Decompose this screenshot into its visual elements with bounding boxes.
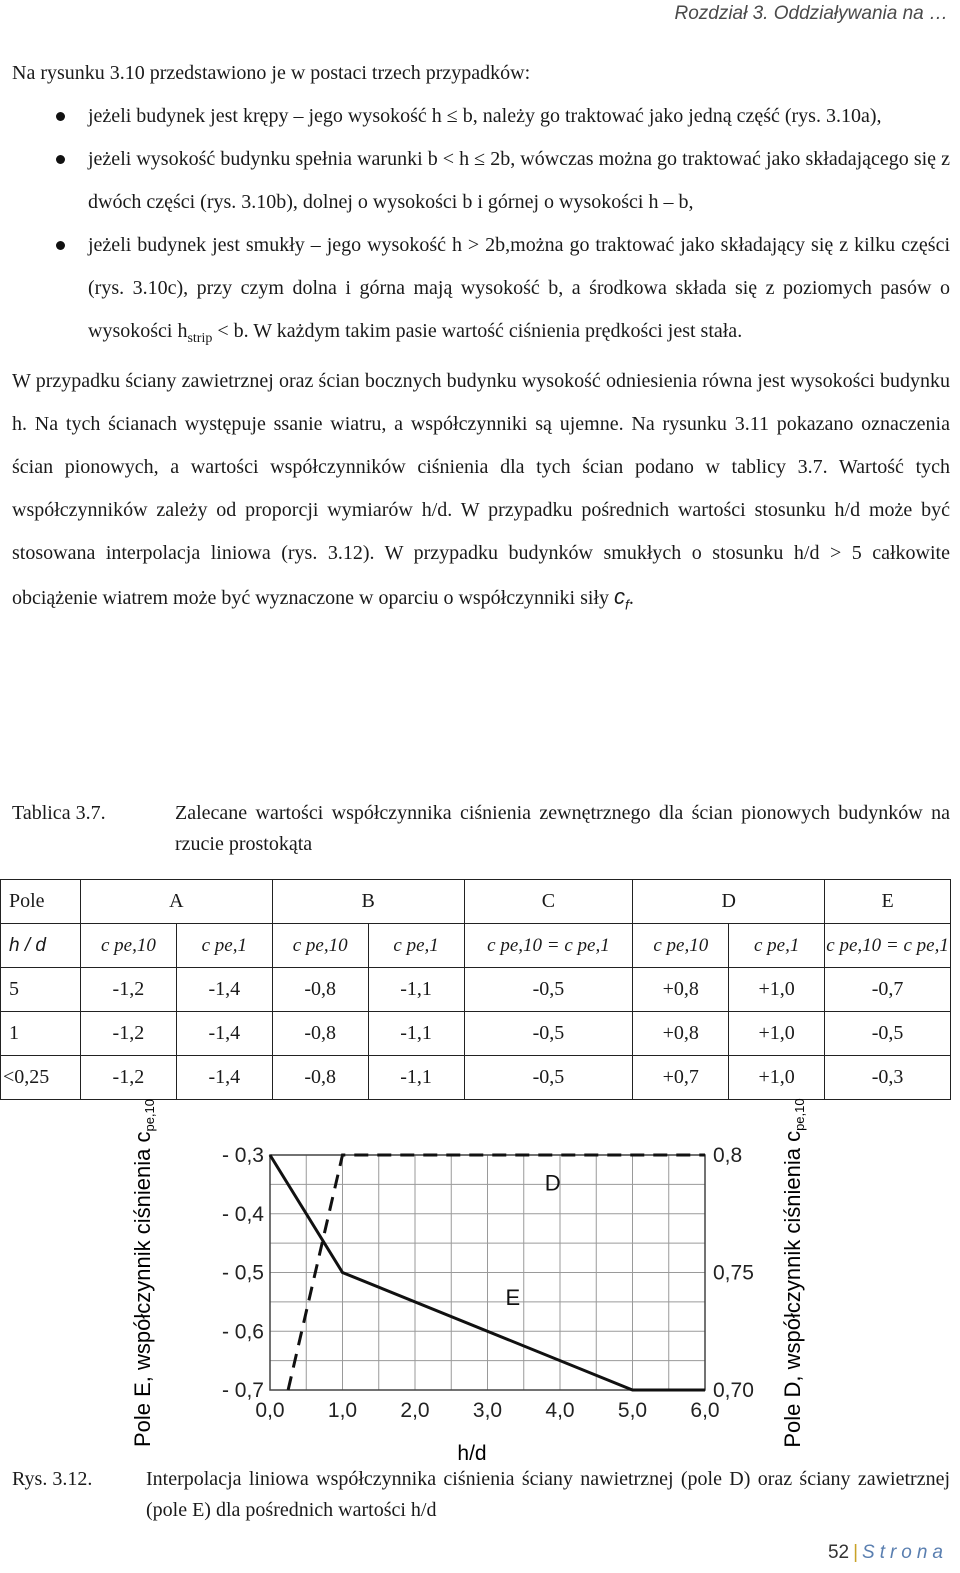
right-y-tick-label: 0,8	[713, 1144, 743, 1167]
main-paragraph	[12, 360, 950, 626]
table-cell: -1,4	[176, 1056, 272, 1100]
header-cell: c pe,1	[176, 924, 272, 968]
table-cell: -0,5	[464, 968, 633, 1012]
header-cell: c pe,10 = c pe,1	[825, 924, 951, 968]
running-header: Rozdział 3. Oddziaływania na …	[674, 3, 948, 24]
table-row	[1, 968, 951, 1012]
page-footer	[828, 1539, 948, 1567]
header-cell: A	[80, 880, 272, 924]
header-cell: c pe,10	[633, 924, 729, 968]
list-item	[12, 224, 950, 360]
table-cell: -0,3	[825, 1056, 951, 1100]
header-cell: Pole	[1, 880, 81, 924]
symbol-f: f	[625, 596, 629, 613]
table-caption	[12, 798, 950, 860]
table-cell: -1,1	[368, 1056, 464, 1100]
right-y-tick-label: 0,70	[713, 1379, 754, 1402]
table-row	[1, 1056, 951, 1100]
x-tick-label: 1,0	[327, 1399, 358, 1422]
bullet3-text-end: < b. W każdym takim pasie wartość ciśnienia prędkości jest stała.	[212, 320, 743, 342]
left-axis-label-text: Pole E, współczynnik ciśnienia c	[130, 1131, 155, 1448]
table-cell: +0,8	[633, 1012, 729, 1056]
force-coefficient-symbol	[614, 584, 629, 613]
footer-separator: |	[853, 1542, 859, 1563]
table-cell: 5	[1, 968, 81, 1012]
x-tick-label: 6,0	[690, 1399, 720, 1422]
left-y-tick-label: - 0,6	[221, 1320, 264, 1344]
table-cell: +1,0	[729, 1012, 825, 1056]
x-tick-label: 0,0	[255, 1399, 285, 1422]
table-header-row	[1, 880, 951, 924]
table-cell: -0,8	[272, 1012, 368, 1056]
table-cell: -1,1	[368, 1012, 464, 1056]
series-d-label: D	[544, 1170, 561, 1196]
table-number: Tablica 3.7.	[12, 802, 106, 824]
left-axis-label-sub: pe,10	[142, 1098, 157, 1132]
left-y-tick-label: - 0,3	[221, 1144, 264, 1167]
case-list	[12, 95, 950, 360]
coefficient-table	[0, 879, 951, 1100]
table-caption-text: Zalecane wartości współczynnika ciśnienia zewnętrznego dla ścian pionowych budynków na rzucie prostokąta	[175, 802, 950, 855]
header-cell: D	[633, 880, 825, 924]
header-cell: E	[825, 880, 951, 924]
header-cell: B	[272, 880, 464, 924]
chart-grid	[270, 1155, 705, 1390]
table-cell: <0,25	[1, 1056, 81, 1100]
bullet3-text: jeżeli budynek jest smukły – jego wysokość h > 2b,można go traktować jako składający się z kilku części (rys. 3.10c), przy czym dolna i górna mają wysokość b, a środkowa składa się z poziomych pasów o wysokości h	[88, 234, 950, 342]
left-y-tick-label: - 0,7	[221, 1379, 264, 1402]
left-axis-label	[130, 1099, 157, 1447]
header-cell: h / d	[1, 924, 81, 968]
body-text	[12, 52, 950, 626]
table-cell: -0,5	[825, 1012, 951, 1056]
table-cell: -1,2	[80, 968, 176, 1012]
table-cell: -0,7	[825, 968, 951, 1012]
list-item: jeżeli budynek jest krępy – jego wysokość h ≤ b, należy go traktować jako jedną część (rys. 3.10a),	[12, 95, 950, 138]
page-number: 52	[827, 1542, 850, 1563]
right-axis-label-text: Pole D, współczynnik ciśnienia c	[780, 1130, 805, 1448]
table-cell: -0,5	[464, 1012, 633, 1056]
paragraph-end: .	[628, 587, 634, 609]
x-axis-label: h/d	[457, 1442, 487, 1465]
table-cell: -0,5	[464, 1056, 633, 1100]
header-cell: c pe,10	[80, 924, 176, 968]
header-cell: c pe,10	[272, 924, 368, 968]
header-cell: c pe,1	[368, 924, 464, 968]
left-y-tick-label: - 0,5	[221, 1261, 264, 1285]
table-cell: -0,8	[272, 1056, 368, 1100]
header-cell: c pe,1	[729, 924, 825, 968]
right-axis-label-sub: pe,10	[792, 1098, 807, 1131]
list-item: jeżeli wysokość budynku spełnia warunki b < h ≤ 2b, wówczas można go traktować jako składającego się z dwóch części (rys. 3.10b), dolnej o wysokości b i górnej o wysokości h – b,	[12, 138, 950, 224]
x-tick-label: 4,0	[545, 1399, 575, 1422]
header-cell: C	[464, 880, 633, 924]
figure-caption	[12, 1464, 950, 1526]
table-cell: +0,7	[633, 1056, 729, 1100]
table-cell: -1,1	[368, 968, 464, 1012]
table-cell: +1,0	[729, 1056, 825, 1100]
interpolation-chart	[120, 1098, 840, 1470]
intro-paragraph: Na rysunku 3.10 przedstawiono je w postaci trzech przypadków:	[12, 62, 531, 84]
right-axis-label	[780, 1098, 807, 1447]
x-tick-label: 3,0	[472, 1399, 503, 1422]
header-cell: c pe,10 = c pe,1	[464, 924, 633, 968]
symbol-c: c	[614, 584, 626, 609]
footer-word: Strona	[862, 1542, 948, 1563]
table-cell: -1,4	[176, 968, 272, 1012]
table-cell: -1,4	[176, 1012, 272, 1056]
table-cell: -0,8	[272, 968, 368, 1012]
table-row	[1, 1012, 951, 1056]
table-subheader-row	[1, 924, 951, 968]
figure-caption-text: Interpolacja liniowa współczynnika ciśnienia ściany nawietrznej (pole D) oraz ściany zawietrznej (pole E) dla pośrednich wartości h/d	[146, 1468, 950, 1521]
table-cell: -1,2	[80, 1012, 176, 1056]
table-cell: -1,2	[80, 1056, 176, 1100]
main-paragraph-text: W przypadku ściany zawietrznej oraz ścian bocznych budynku wysokość odniesienia równa jest wysokości budynku h. Na tych ścianach występuje ssanie wiatru, a współczynniki są ujemne. Na rysunku 3.11 pokazano oznaczenia ścian pionowych, a wartości współczynników ciśnienia dla tych ścian podano w tablicy 3.7. Wartość tych współczynników zależy od proporcji wymiarów h/d. W przypadku pośrednich wartości stosunku h/d może być stosowana interpolacja liniowa (rys. 3.12). W przypadku budynków smukłych o stosunku h/d > 5 całkowite obciążenie wiatrem może być wyznaczone w oparciu o współczynniki siły	[12, 370, 950, 609]
table-cell: +1,0	[729, 968, 825, 1012]
table-cell: 1	[1, 1012, 81, 1056]
x-tick-label: 2,0	[400, 1399, 430, 1422]
right-y-tick-label: 0,75	[713, 1261, 754, 1285]
series-e-label: E	[505, 1284, 521, 1310]
figure-number: Rys. 3.12.	[12, 1468, 93, 1490]
strip-subscript: strip	[187, 331, 213, 346]
left-y-tick-label: - 0,4	[221, 1202, 264, 1226]
table-cell: +0,8	[633, 968, 729, 1012]
x-tick-label: 5,0	[617, 1399, 648, 1422]
